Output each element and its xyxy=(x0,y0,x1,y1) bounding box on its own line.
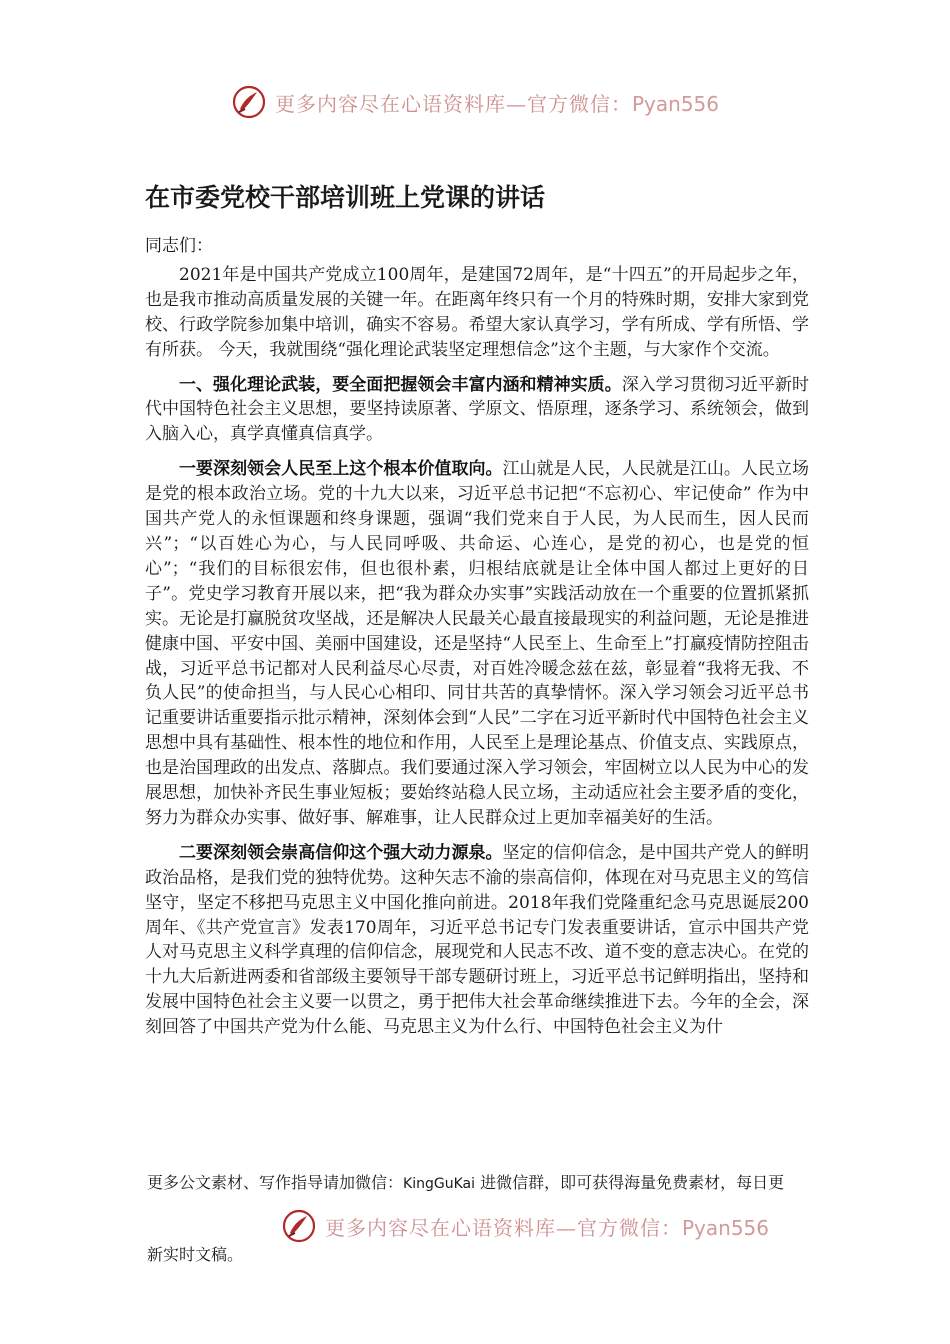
watermark-banner-top xyxy=(0,82,950,122)
point-heading: 一要深刻领会人民至上这个根本价值取向。 xyxy=(179,459,503,480)
paragraph-text: 深入学习贯彻习近平新时代中国特色社会主义思想，要坚持读原著、学原文、悟原理，逐条学习、系统领会，做到入脑入心，真学真懂真信真学。 xyxy=(145,374,810,445)
watermark-banner-bottom xyxy=(50,1206,950,1246)
point-heading: 二要深刻领会崇高信仰这个强大动力源泉。 xyxy=(179,842,503,863)
paragraph-intro xyxy=(145,263,809,363)
footer-promo: 更多公文素材、写作指导请加微信：KingGuKai 进微信群，即可获得海量免费素材，每日更 xyxy=(147,1173,785,1192)
watermark-banner-text: 更多内容尽在心语资料库—官方微信：Pyan556 xyxy=(324,1215,769,1240)
paragraph-text: 2021年是中国共产党成立100周年，是建国72周年，是“十四五”的开局起步之年，也是我市推动高质量发展的关键一年。在距离年终只有一个月的特殊时期，安排大家到党校、行政学院参加集中培训，确实不容易。希望大家认真学习，学有所成、学有所悟、学有所获。 今天，我就围绕“强化理论武装坚定理想信念”这个主题，与大家作个交流。 xyxy=(145,264,809,360)
document-title: 在市委党校干部培训班上党课的讲话 xyxy=(145,183,546,212)
paragraph-point-2 xyxy=(145,841,809,1040)
footer-promo-tail: 新实时文稿。 xyxy=(147,1245,244,1264)
section-heading: 一、强化理论武装，要全面把握领会丰富内涵和精神实质。 xyxy=(179,374,622,395)
footer-wechat-id: KingGuKai xyxy=(403,1176,475,1192)
paragraph-section-1 xyxy=(145,373,809,448)
salutation: 同志们： xyxy=(145,236,213,256)
paragraph-point-1 xyxy=(145,457,809,831)
watermark-banner-text: 更多内容尽在心语资料库—官方微信：Pyan556 xyxy=(274,91,719,116)
document-body xyxy=(145,234,809,1050)
brush-logo-icon xyxy=(231,84,267,120)
brush-logo-icon xyxy=(281,1208,317,1244)
paragraph-text: 坚定的信仰信念，是中国共产党人的鲜明政治品格，是我们党的独特优势。这种矢志不渝的崇高信仰，体现在对马克思主义的笃信坚守，坚定不移把马克思主义中国化推向前进。2018年我们党隆重纪念马克思诞辰200周年、《共产党宣言》发表170周年，习近平总书记专门发表重要讲话，宣示中国共产党人对马克思主义科学真理的信仰信念，展现党和人民志不改、道不变的意志决心。在党的十九大后新进两委和省部级主要领导干部专题研讨班上，习近平总书记鲜明指出，坚持和发展中国特色社会主义要一以贯之，勇于把伟大社会革命继续推进下去。今年的全会，深刻回答了中国共产党为什么能、马克思主义为什么行、中国特色社会主义为什 xyxy=(145,842,810,1038)
paragraph-text: 江山就是人民，人民就是江山。人民立场是党的根本政治立场。党的十九大以来，习近平总书记把“不忘初心、牢记使命” 作为中国共产党人的永恒课题和终身课题，强调“我们党来自于人民，为人民而生，因人民而兴”；“以百姓心为心，与人民同呼吸、共命运、心连心，是党的初心，也是党的恒心”；“我们的目标很宏伟，但也很朴素，归根结底就是让全体中国人都过上更好的日子”。党史学习教育开展以来，把“我为群众办实事”实践活动放在一个重要的位置抓紧抓实。无论是打赢脱贫攻坚战，还是解决人民最关心最直接最现实的利益问题，无论是推进健康中国、平安中国、美丽中国建设，还是坚持“人民至上、生命至上”打赢疫情防控阻击战，习近平总书记都对人民利益尽心尽责，对百姓冷暖念兹在兹，彰显着“我将无我、不负人民”的使命担当，与人民心心相印、同甘共苦的真挚情怀。深入学习领会习近平总书记重要讲话重要指示批示精神，深刻体会到“人民”二字在习近平新时代中国特色社会主义思想中具有基础性、根本性的地位和作用，人民至上是理论基点、价值支点、实践原点，也是治国理政的出发点、落脚点。我们要通过深入学习领会，牢固树立以人民为中心的发展思想，加快补齐民生事业短板；要始终站稳人民立场，主动适应社会主要矛盾的变化，努力为群众办实事、做好事、解难事，让人民群众过上更加幸福美好的生活。 xyxy=(145,459,810,828)
